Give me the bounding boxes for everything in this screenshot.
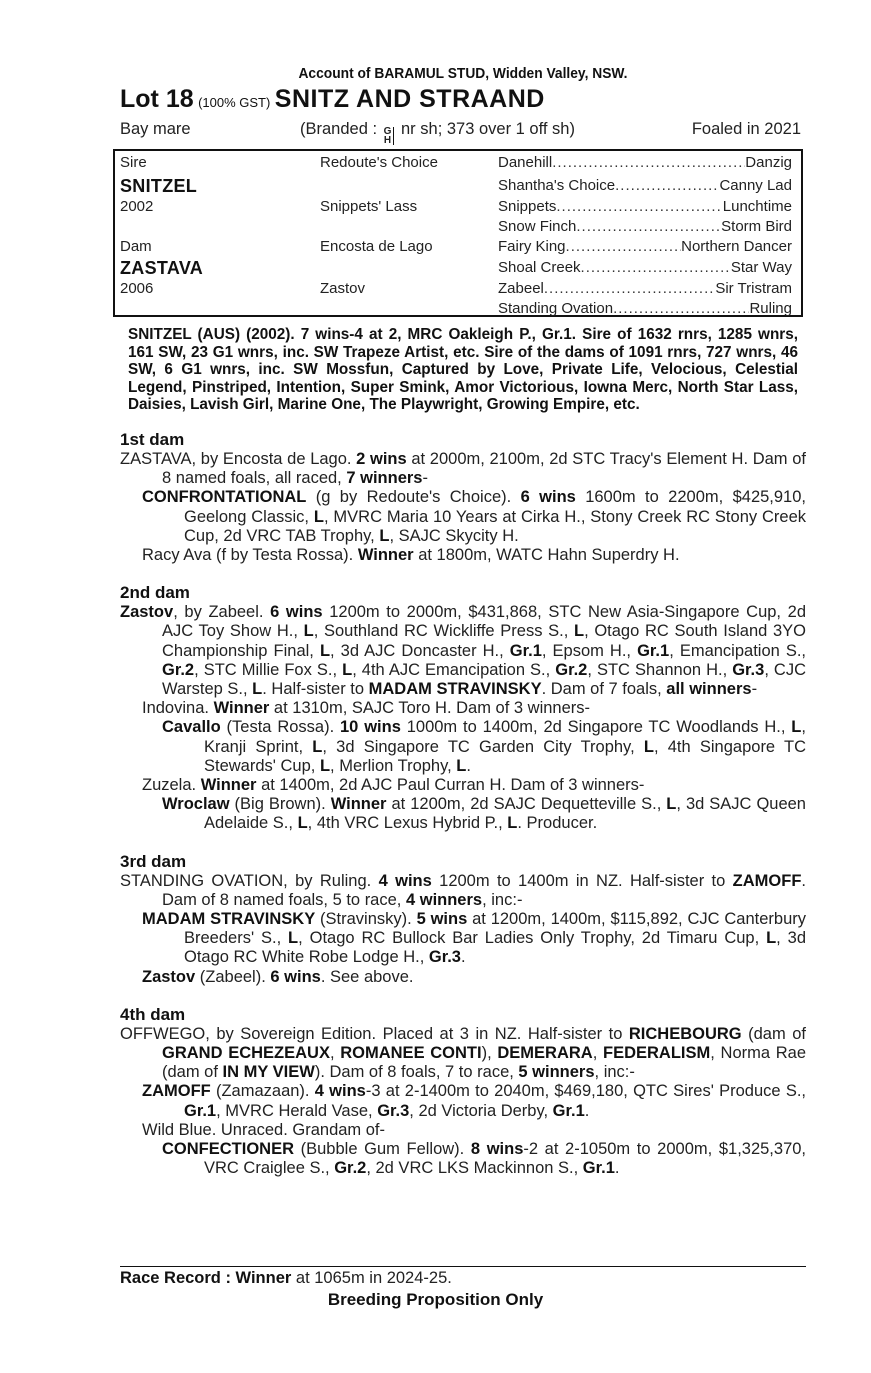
leader-dots (576, 217, 721, 237)
great-grandparent-row (498, 153, 792, 173)
leader-dots (613, 299, 749, 319)
great-grandparent-row (498, 279, 792, 299)
race-record (120, 1268, 452, 1288)
sire-name: SNITZEL (120, 176, 198, 196)
dam-label: Dam (120, 238, 152, 255)
gg-sire: Sir Tristram (715, 280, 792, 297)
fourth-dam-para: OFFWEGO, by Sovereign Edition. Placed at 3 in NZ. Half-sister to RICHEBOURG (dam of GRAND ECHEZEAUX, ROMANEE CONTI), DEMERARA, FEDERALISM, Norma Rae (dam of IN MY VIEW). Dam of 8 foals, 7 to race, 5 winners, inc:- (120, 1024, 806, 1082)
gg-sire: Danzig (745, 154, 792, 171)
progeny-entry: Racy Ava (f by Testa Rossa). Winner at 1800m, WATC Hahn Superdry H. (142, 545, 680, 564)
first-dam-para: ZASTAVA, by Encosta de Lago. 2 wins at 2000m, 2100m, 2d STC Tracy's Element H. Dam of 8 named foals, all raced, 7 winners- (120, 449, 806, 488)
brand-prefix: (Branded : (300, 120, 382, 138)
dam-name: ZASTAVA (120, 258, 204, 278)
granddam-paternal: Snippets' Lass (320, 198, 418, 215)
grandsire-maternal: Encosta de Lago (320, 238, 433, 255)
great-grandparent-row (498, 176, 792, 196)
gg-name: Shoal Creek (498, 259, 581, 276)
gg-name: Zabeel (498, 280, 544, 297)
race-record-label: Race Record : Winner (120, 1269, 292, 1287)
leader-dots (544, 279, 715, 299)
leader-dots (556, 197, 722, 217)
leader-dots (552, 153, 745, 173)
progeny-entry: ZAMOFF (Zamazaan). 4 wins-3 at 2-1400m to 2040m, $469,180, QTC Sires' Produce S., Gr.1, MVRC Herald Vase, Gr.3, 2d Victoria Derby, Gr.1. (142, 1082, 807, 1120)
sire-summary: SNITZEL (AUS) (2002). 7 wins-4 at 2, MRC Oakleigh P., Gr.1. Sire of 1632 rnrs, 1285 wnrs, 161 SW, 23 G1 wnrs, inc. SW Trapeze Artist, etc. Sire of the dams of 1091 rnrs, 727 wnrs, 46 SW, 6 G1 wnrs, inc. SW Mossfun, Captured by Love, Private Life, Velocious, Celestial Legend, Pinstriped, Intention, Super Smink, Amor Victorious, Iowna Merc, North Star Lass, Daisies, Lavish Girl, Marine One, The Playwright, Growing Empire, etc. (128, 326, 798, 414)
gst-note: (100% GST) (198, 95, 271, 110)
leader-dots (581, 258, 731, 278)
brand-suffix: nr sh; 373 over 1 off sh) (396, 120, 575, 138)
brand-bottom: H (383, 134, 392, 146)
catalogue-page (120, 64, 806, 1178)
first-dam-heading: 1st dam (120, 429, 185, 449)
gg-name: Danehill (498, 154, 553, 171)
gg-name: Fairy King (498, 238, 566, 255)
progeny-entry: Zuzela. Winner at 1400m, 2d AJC Paul Curran H. Dam of 3 winners- (142, 776, 645, 795)
brand-top: G (383, 125, 392, 137)
gg-sire: Lunchtime (722, 198, 792, 215)
progeny-entry: Wild Blue. Unraced. Grandam of- (142, 1120, 386, 1139)
gg-sire: Northern Dancer (681, 238, 792, 255)
third-dam-heading: 3rd dam (120, 851, 187, 871)
sire-year: 2002 (120, 198, 154, 215)
gg-name: Snow Finch (498, 218, 577, 235)
sire-label: Sire (120, 154, 147, 171)
dam-year: 2006 (120, 280, 154, 297)
gg-sire: Star Way (730, 259, 792, 276)
great-grandparent-row (498, 299, 792, 319)
third-dam-para: STANDING OVATION, by Ruling. 4 wins 1200m to 1400m in NZ. Half-sister to ZAMOFF. Dam of 8 named foals, 5 to race, 4 winners, inc:- (120, 871, 806, 909)
progeny-entry: Indovina. Winner at 1310m, SAJC Toro H. Dam of 3 winners- (142, 699, 590, 718)
colour-sex: Bay mare (120, 120, 191, 138)
horse-info-row (120, 114, 806, 146)
footer-divider (120, 1266, 806, 1267)
granddam-maternal: Zastov (320, 280, 366, 297)
gg-name: Snippets (498, 198, 557, 215)
gg-sire: Canny Lad (719, 177, 792, 194)
progeny-entry: Zastov (Zabeel). 6 wins. See above. (142, 967, 414, 986)
pedigree-table (113, 149, 803, 317)
lot-number: Lot 18 (120, 85, 194, 113)
brand-info (300, 120, 575, 146)
grand-progeny-entry: CONFECTIONER (Bubble Gum Fellow). 8 wins-2 at 2-1050m to 2000m, $1,325,370, VRC Craiglee S., Gr.2, 2d VRC LKS Mackinnon S., Gr.1. (162, 1140, 807, 1178)
gg-sire: Storm Bird (721, 218, 792, 235)
great-grandparent-row (498, 237, 792, 257)
gg-name: Standing Ovation (498, 300, 614, 317)
breeding-proposition: Breeding Proposition Only (327, 1290, 544, 1309)
great-grandparent-row (498, 258, 792, 278)
great-grandparent-row (498, 217, 792, 237)
progeny-entry: MADAM STRAVINSKY (Stravinsky). 5 wins at 1200m, 1400m, $115,892, CJC Canterbury Breeders' S., L, Otago RC Bullock Bar Ladies Only Trophy, 2d Timaru Cup, L, 3d Otago RC White Robe Lodge H., Gr.3. (142, 910, 807, 967)
gg-sire: Ruling (749, 300, 792, 317)
grand-progeny-entry: Wroclaw (Big Brown). Winner at 1200m, 2d SAJC Dequetteville S., L, 3d SAJC Queen Adelaide S., L, 4th VRC Lexus Hybrid P., L. Producer. (162, 795, 806, 833)
leader-dots (566, 237, 682, 257)
foaled-year: Foaled in 2021 (691, 120, 801, 138)
second-dam-heading: 2nd dam (120, 583, 190, 603)
gg-name: Shantha's Choice (498, 177, 616, 194)
horse-name: SNITZ AND STRAAND (274, 85, 545, 113)
race-record-text: at 1065m in 2024-25. (291, 1269, 452, 1287)
progeny-entry: CONFRONTATIONAL (g by Redoute's Choice). 6 wins 1600m to 2200m, $425,910, Geelong Classic, L, MVRC Maria 10 Years at Cirka H., Stony Creek RC Stony Creek Cup, 2d VRC TAB Trophy, L, SAJC Skycity H. (142, 488, 806, 545)
brand-mark-icon (384, 127, 395, 145)
leader-dots (615, 176, 719, 196)
grandsire-paternal: Redoute's Choice (320, 154, 438, 171)
grand-progeny-entry: Cavallo (Testa Rossa). 10 wins 1000m to 1400m, 2d Singapore TC Woodlands H., L, Kranji Sprint, L, 3d Singapore TC Garden City Trophy, L, 4th Singapore TC Stewards' Cup, L, Merlion Trophy, L. (162, 718, 807, 775)
second-dam-para: Zastov, by Zabeel. 6 wins 1200m to 2000m, $431,868, STC New Asia-Singapore Cup, 2d AJC Toy Show H., L, Southland RC Wickliffe Press S., L, Otago RC South Island 3YO Championship Final, L, 3d AJC Doncaster H., Gr.1, Epsom H., Gr.1, Emancipation S., Gr.2, STC Millie Fox S., L, 4th AJC Emancipation S., Gr.2, STC Shannon H., Gr.3, CJC Warstep S., L. Half-sister to MADAM STRAVINSKY. Dam of 7 foals, all winners- (120, 603, 807, 698)
fourth-dam-heading: 4th dam (120, 1004, 186, 1024)
lot-title-row (120, 84, 806, 114)
vendor-account: Account of BARAMUL STUD, Widden Valley, NSW. (298, 65, 628, 82)
great-grandparent-row (498, 197, 792, 217)
